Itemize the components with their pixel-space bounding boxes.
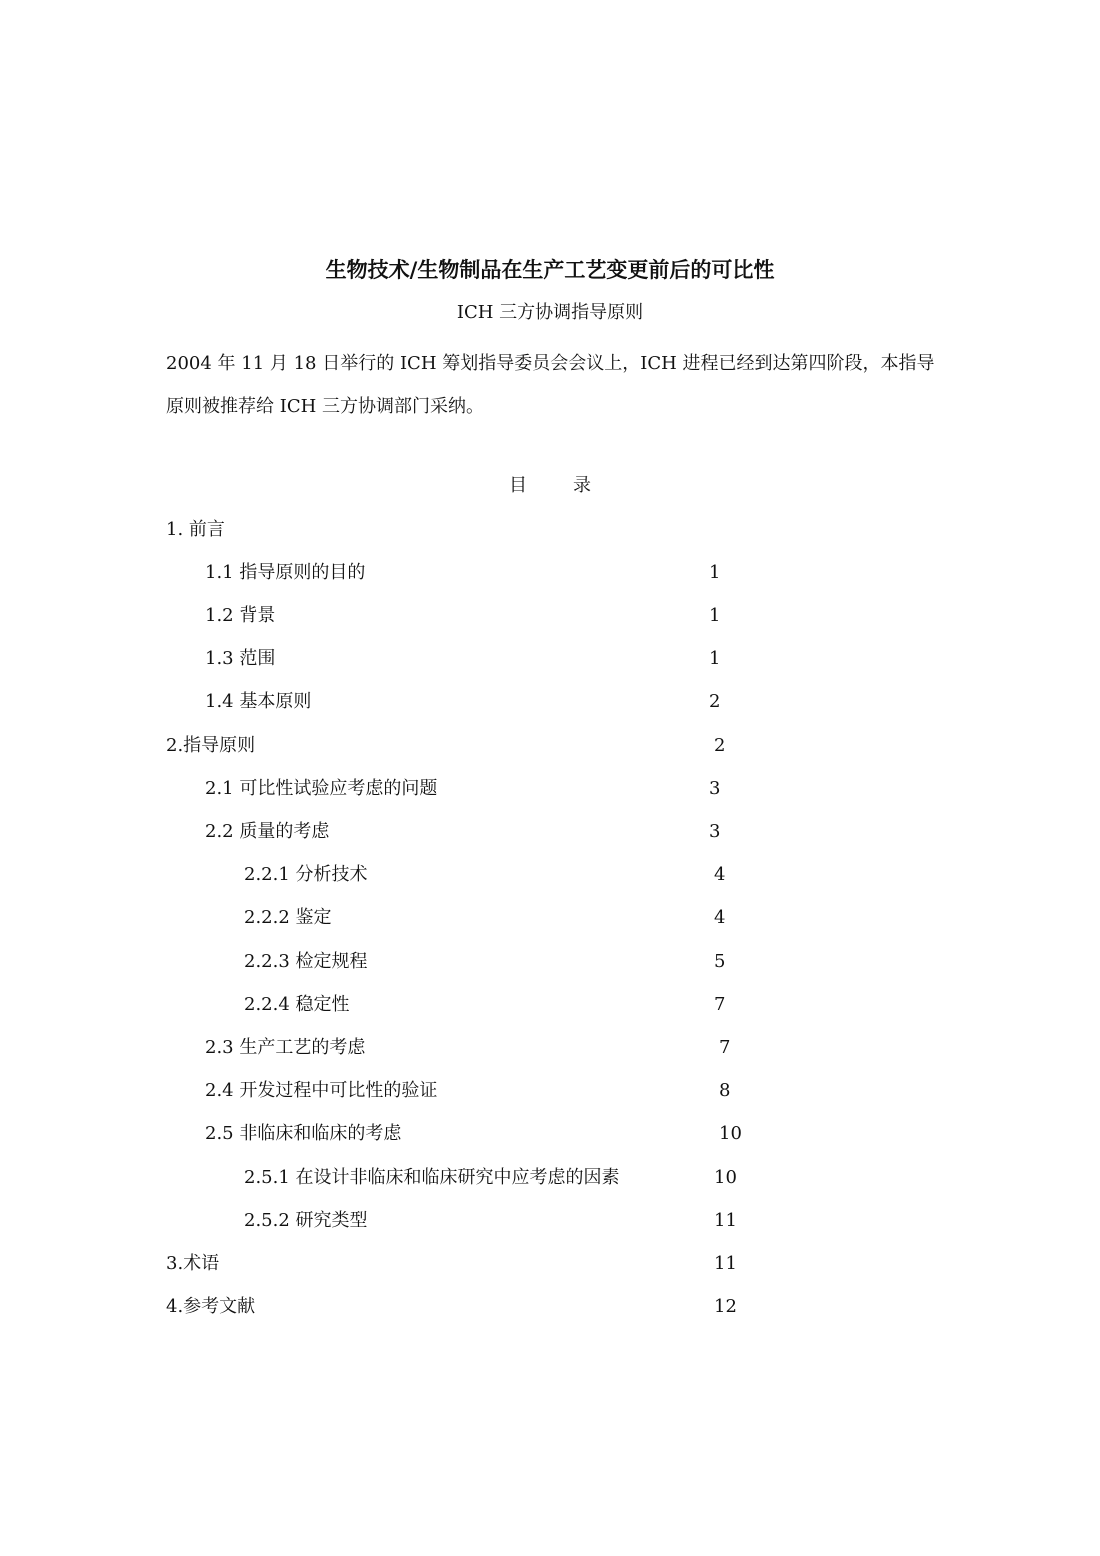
toc-entry-1-3[interactable] bbox=[0, 646, 1100, 672]
toc-entry-2-4[interactable] bbox=[0, 1078, 1100, 1104]
toc-heading-left: 目 bbox=[509, 475, 527, 496]
toc-entry-2-2-2[interactable] bbox=[0, 905, 1100, 931]
toc-entry-2-5[interactable] bbox=[0, 1121, 1100, 1147]
toc-entry-page: 2 bbox=[709, 691, 721, 712]
toc-entry-2-2-3[interactable] bbox=[0, 949, 1100, 975]
toc-entry-page: 7 bbox=[719, 1037, 731, 1058]
toc-entry-label: 2.5.1 在设计非临床和临床研究中应考虑的因素 bbox=[244, 1167, 620, 1188]
toc-entry-2-1[interactable] bbox=[0, 776, 1100, 802]
toc-entry-label: 1.4 基本原则 bbox=[205, 691, 312, 712]
toc-entry-2-2[interactable] bbox=[0, 819, 1100, 845]
toc-entry-page: 10 bbox=[719, 1123, 742, 1144]
toc-entry-page: 1 bbox=[709, 648, 721, 669]
toc-entry-label: 2.2.1 分析技术 bbox=[244, 864, 368, 885]
toc-entry-2[interactable] bbox=[0, 733, 1100, 759]
toc-entry-1-4[interactable] bbox=[0, 689, 1100, 715]
toc-entry-label: 2.2.3 检定规程 bbox=[244, 951, 368, 972]
toc-entry-page: 7 bbox=[714, 994, 726, 1015]
toc-entry-label: 1.2 背景 bbox=[205, 605, 276, 626]
toc-entry-label: 2.5.2 研究类型 bbox=[244, 1210, 368, 1231]
toc-entry-page: 1 bbox=[709, 605, 721, 626]
document-subtitle: ICH 三方协调指导原则 bbox=[456, 302, 644, 323]
toc-entry-1-1[interactable] bbox=[0, 560, 1100, 586]
document-title: 生物技术/生物制品在生产工艺变更前后的可比性 bbox=[325, 258, 775, 282]
toc-entry-label: 2.2.4 稳定性 bbox=[244, 994, 350, 1015]
toc-heading-right: 录 bbox=[573, 475, 591, 496]
toc-entry-label: 2.2.2 鉴定 bbox=[244, 907, 332, 928]
toc-entry-page: 4 bbox=[714, 907, 726, 928]
toc-entry-label: 2.指导原则 bbox=[166, 735, 256, 756]
intro-paragraph: 2004 年 11 月 18 日举行的 ICH 筹划指导委员会会议上，ICH 进程已经到达第四阶段，本指导原则被推荐给 ICH 三方协调部门采纳。 bbox=[166, 353, 935, 417]
toc-entry-label: 3.术语 bbox=[166, 1253, 220, 1274]
toc-entry-1[interactable] bbox=[0, 517, 1100, 543]
toc-entry-label: 2.1 可比性试验应考虑的问题 bbox=[205, 778, 438, 799]
toc-entry-label: 4.参考文献 bbox=[166, 1296, 256, 1317]
toc-entry-2-5-2[interactable] bbox=[0, 1208, 1100, 1234]
toc-entry-label: 1. 前言 bbox=[166, 519, 225, 540]
toc-entry-page: 8 bbox=[719, 1080, 731, 1101]
toc-entry-page: 1 bbox=[709, 562, 721, 583]
toc-entry-label: 2.5 非临床和临床的考虑 bbox=[205, 1123, 402, 1144]
toc-entry-page: 2 bbox=[714, 735, 726, 756]
toc-entry-2-3[interactable] bbox=[0, 1035, 1100, 1061]
toc-entry-label: 2.4 开发过程中可比性的验证 bbox=[205, 1080, 438, 1101]
toc-entry-page: 11 bbox=[714, 1253, 737, 1274]
toc-entry-1-2[interactable] bbox=[0, 603, 1100, 629]
toc-entry-2-2-1[interactable] bbox=[0, 862, 1100, 888]
toc-entry-page: 3 bbox=[709, 821, 721, 842]
toc-entry-2-2-4[interactable] bbox=[0, 992, 1100, 1018]
toc-entry-page: 5 bbox=[714, 951, 726, 972]
toc-entry-3[interactable] bbox=[0, 1251, 1100, 1277]
toc-entry-page: 10 bbox=[714, 1167, 737, 1188]
toc-entry-label: 2.3 生产工艺的考虑 bbox=[205, 1037, 366, 1058]
toc-entry-page: 11 bbox=[714, 1210, 737, 1231]
toc-heading bbox=[0, 474, 1100, 498]
toc-entry-page: 4 bbox=[714, 864, 726, 885]
toc-entry-label: 2.2 质量的考虑 bbox=[205, 821, 330, 842]
toc-entry-page: 3 bbox=[709, 778, 721, 799]
toc-entry-label: 1.3 范围 bbox=[205, 648, 276, 669]
toc-entry-label: 1.1 指导原则的目的 bbox=[205, 562, 366, 583]
toc-entry-page: 12 bbox=[714, 1296, 737, 1317]
toc-entry-2-5-1[interactable] bbox=[0, 1165, 1100, 1191]
toc-entry-4[interactable] bbox=[0, 1294, 1100, 1320]
